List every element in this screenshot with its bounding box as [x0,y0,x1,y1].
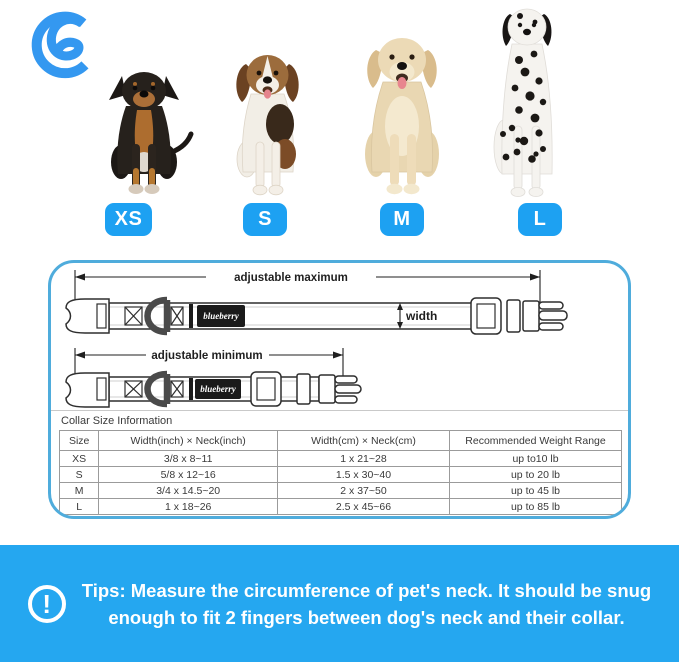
table-cell: 3/8 x 8~11 [99,451,278,467]
collar-brand-tag: blueberry [203,311,239,321]
size-badge-l [518,203,562,236]
table-row [60,467,622,483]
tips-line-1: Tips: Measure the circumference of pet's neck. It should be snug [81,579,652,601]
table-cell: up to10 lb [450,451,622,467]
size-badge-label: L [533,208,547,230]
dog-photo-l-dalmatian [477,2,577,198]
col-header-weight: Recommended Weight Range [450,431,622,451]
table-cell: 2.5 x 45~66 [278,499,450,515]
alert-exclamation-icon: ! [28,585,66,623]
table-row [60,499,622,515]
size-badge-s [243,203,287,236]
table-cell: 5/8 x 12~16 [99,467,278,483]
table-cell: M [60,483,99,499]
width-label: width [406,309,438,323]
collar-diagram-minimum [51,343,628,409]
table-cell: 1.5 x 30~40 [278,467,450,483]
collar-info-panel [48,260,631,519]
table-caption: Collar Size Information [61,415,173,427]
table-cell: 1 x 21~28 [278,451,450,467]
col-header-width-cm: Width(cm) × Neck(cm) [278,431,450,451]
size-badge-m [380,203,424,236]
col-header-size: Size [60,431,99,451]
table-cell: S [60,467,99,483]
table-cell: up to 85 lb [450,499,622,515]
size-badge-label: M [393,208,411,230]
table-cell: 2 x 37~50 [278,483,450,499]
dimension-label-minimum: adjustable minimum [151,350,263,362]
tips-text [82,577,651,631]
size-badge-label: S [258,208,272,230]
col-header-width-inch: Width(inch) × Neck(inch) [99,431,278,451]
collar-brand-tag: blueberry [200,384,236,394]
table-cell: 3/4 x 14.5~20 [99,483,278,499]
table-header-row [60,431,622,451]
size-badge-xs [105,203,152,236]
dimension-label-maximum: adjustable maximum [234,272,348,284]
size-badge-label: XS [114,208,143,230]
collar-diagram-maximum [51,263,628,343]
dog-photo-xs-puppy [92,60,196,196]
table-cell: 1 x 18~26 [99,499,278,515]
tips-line-2: enough to fit 2 fingers between dog's neck and their collar. [108,606,625,628]
collar-size-table [59,430,622,515]
table-row [60,451,622,467]
dog-photo-m-golden-retriever [348,26,456,198]
table-cell: L [60,499,99,515]
table-row [60,483,622,499]
tips-banner [0,545,679,662]
table-cell: XS [60,451,99,467]
table-cell: up to 20 lb [450,467,622,483]
table-cell: up to 45 lb [450,483,622,499]
dog-photo-s-beagle [220,44,315,200]
